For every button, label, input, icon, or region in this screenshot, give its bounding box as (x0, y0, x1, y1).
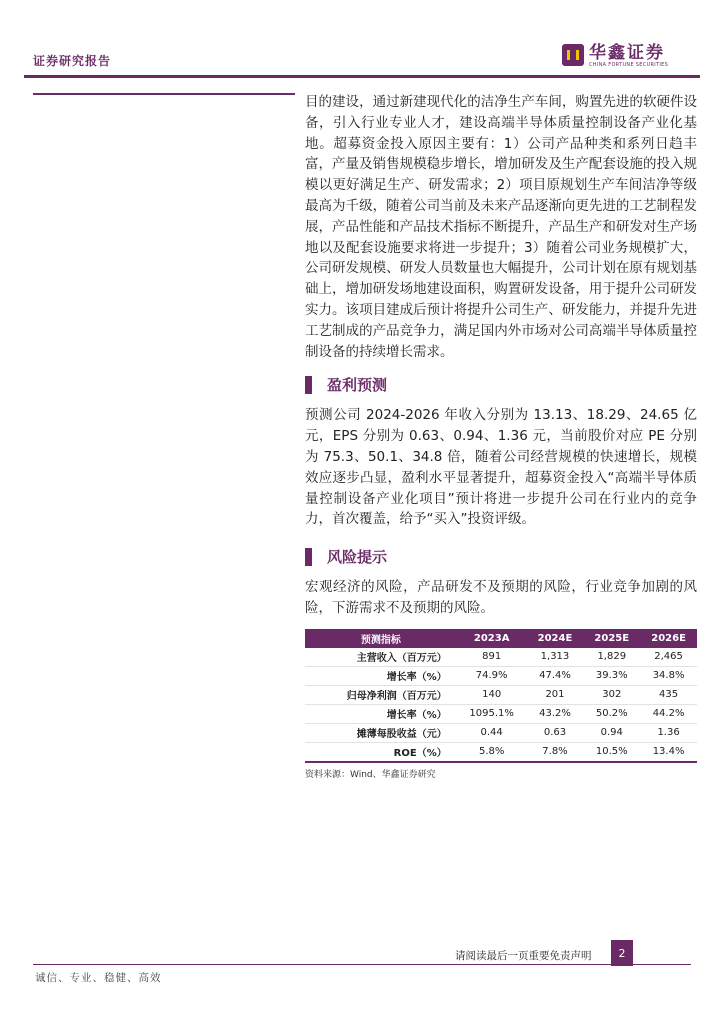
table-row (305, 723, 697, 742)
table-cell: 47.4% (527, 666, 584, 685)
intro-paragraph: 目的建设，通过新建现代化的洁净生产车间，购置先进的软硬件设备，引入行业专业人才，建设高端半导体质量控制设备产业化基地。超募资金投入原因主要有：1）公司产品种类和系列日趋丰富，产量及销售规模稳步增长，增加研发及生产配套设施的投入规模以更好满足生产、研发需求；2）项目原规划生产车间洁净等级最高为千级，随着公司当前及未来产品逐渐向更先进的工艺制程发展，产品性能和产品技术指标不断提升，产品生产和研发对生产场地以及配套设施要求将进一步提升；3）随着公司业务规模扩大，公司研发规模、研发人员数量也大幅提升，公司计划在原有规划基础上，增加研发场地建设面积，购置研发设备，用于提升公司研发实力。该项目建成后预计将提升公司生产、研发能力，并提升先进工艺制成的产品竞争力，满足国内外市场对公司高端半导体质量控制设备的持续增长需求。 (305, 94, 697, 360)
table-cell: 增长率（%） (305, 666, 457, 685)
company-logo (562, 44, 668, 69)
table-cell: 39.3% (583, 666, 640, 685)
table-header: 2026E (640, 629, 697, 648)
table-cell: 归母净利润（百万元） (305, 685, 457, 704)
section-heading-risk (305, 546, 697, 567)
table-cell: 1,829 (583, 648, 640, 667)
table-cell: 34.8% (640, 666, 697, 685)
table-cell: 50.2% (583, 704, 640, 723)
logo-mark-icon (562, 44, 584, 66)
table-header: 2023A (457, 629, 527, 648)
table-row (305, 742, 697, 762)
section-marker (305, 548, 312, 566)
table-row (305, 685, 697, 704)
sidebar-accent-line (33, 93, 295, 95)
table-cell: 2,465 (640, 648, 697, 667)
section-heading-profit-forecast (305, 374, 697, 395)
table-cell: 44.2% (640, 704, 697, 723)
logo-english-name: CHINA FORTUNE SECURITIES (589, 62, 669, 68)
table-row (305, 648, 697, 667)
table-cell: 74.9% (457, 666, 527, 685)
table-cell: 13.4% (640, 742, 697, 762)
table-cell: 140 (457, 685, 527, 704)
footer-slogan: 诚信、专业、稳健、高效 (35, 972, 162, 984)
section-title: 风险提示 (327, 548, 388, 567)
page-number: 2 (611, 940, 633, 966)
table-cell: 5.8% (457, 742, 527, 762)
section-marker (305, 376, 312, 394)
table-cell: 7.8% (527, 742, 584, 762)
table-cell: 1.36 (640, 723, 697, 742)
table-cell: 201 (527, 685, 584, 704)
risk-paragraph: 宏观经济的风险，产品研发不及预期的风险，行业竞争加剧的风险，下游需求不及预期的风险。 (305, 579, 697, 616)
table-cell: 891 (457, 648, 527, 667)
header-divider (24, 75, 700, 78)
table-header: 预测指标 (305, 629, 457, 648)
section-title: 盈利预测 (327, 376, 388, 395)
table-cell: 0.63 (527, 723, 584, 742)
logo-name: 华鑫证券 (589, 43, 665, 63)
forecast-table (305, 629, 697, 763)
table-cell: 增长率（%） (305, 704, 457, 723)
table-cell: 302 (583, 685, 640, 704)
table-cell: 43.2% (527, 704, 584, 723)
table-cell: ROE（%） (305, 742, 457, 762)
table-source-note: 资料来源：Wind、华鑫证券研究 (305, 769, 436, 780)
table-cell: 0.44 (457, 723, 527, 742)
profit-forecast-paragraph: 预测公司 2024-2026 年收入分别为 13.13、18.29、24.65 亿元，EPS 分别为 0.63、0.94、1.36 元，当前股价对应 PE 分别为 75.3、50.1、34.8 倍，随着公司经营规模的快速增长，规模效应逐步凸显，盈利水平显著提升，超募资金投入“高端半导体质量控制设备产业化项目”预计将进一步提升公司在行业内的竞争力，首次覆盖，给予“买入”投资评级。 (305, 407, 697, 528)
table-cell: 主营收入（百万元） (305, 648, 457, 667)
table-cell: 1,313 (527, 648, 584, 667)
report-type-label: 证券研究报告 (33, 54, 112, 68)
footer-divider (33, 964, 691, 965)
disclaimer-link[interactable]: 请阅读最后一页重要免责声明 (455, 950, 592, 962)
table-cell: 1095.1% (457, 704, 527, 723)
table-header-row (305, 629, 697, 648)
table-cell: 0.94 (583, 723, 640, 742)
table-header: 2024E (527, 629, 584, 648)
table-cell: 435 (640, 685, 697, 704)
main-content (305, 92, 697, 780)
table-cell: 摊薄每股收益（元） (305, 723, 457, 742)
table-row (305, 666, 697, 685)
table-cell: 10.5% (583, 742, 640, 762)
table-row (305, 704, 697, 723)
table-header: 2025E (583, 629, 640, 648)
